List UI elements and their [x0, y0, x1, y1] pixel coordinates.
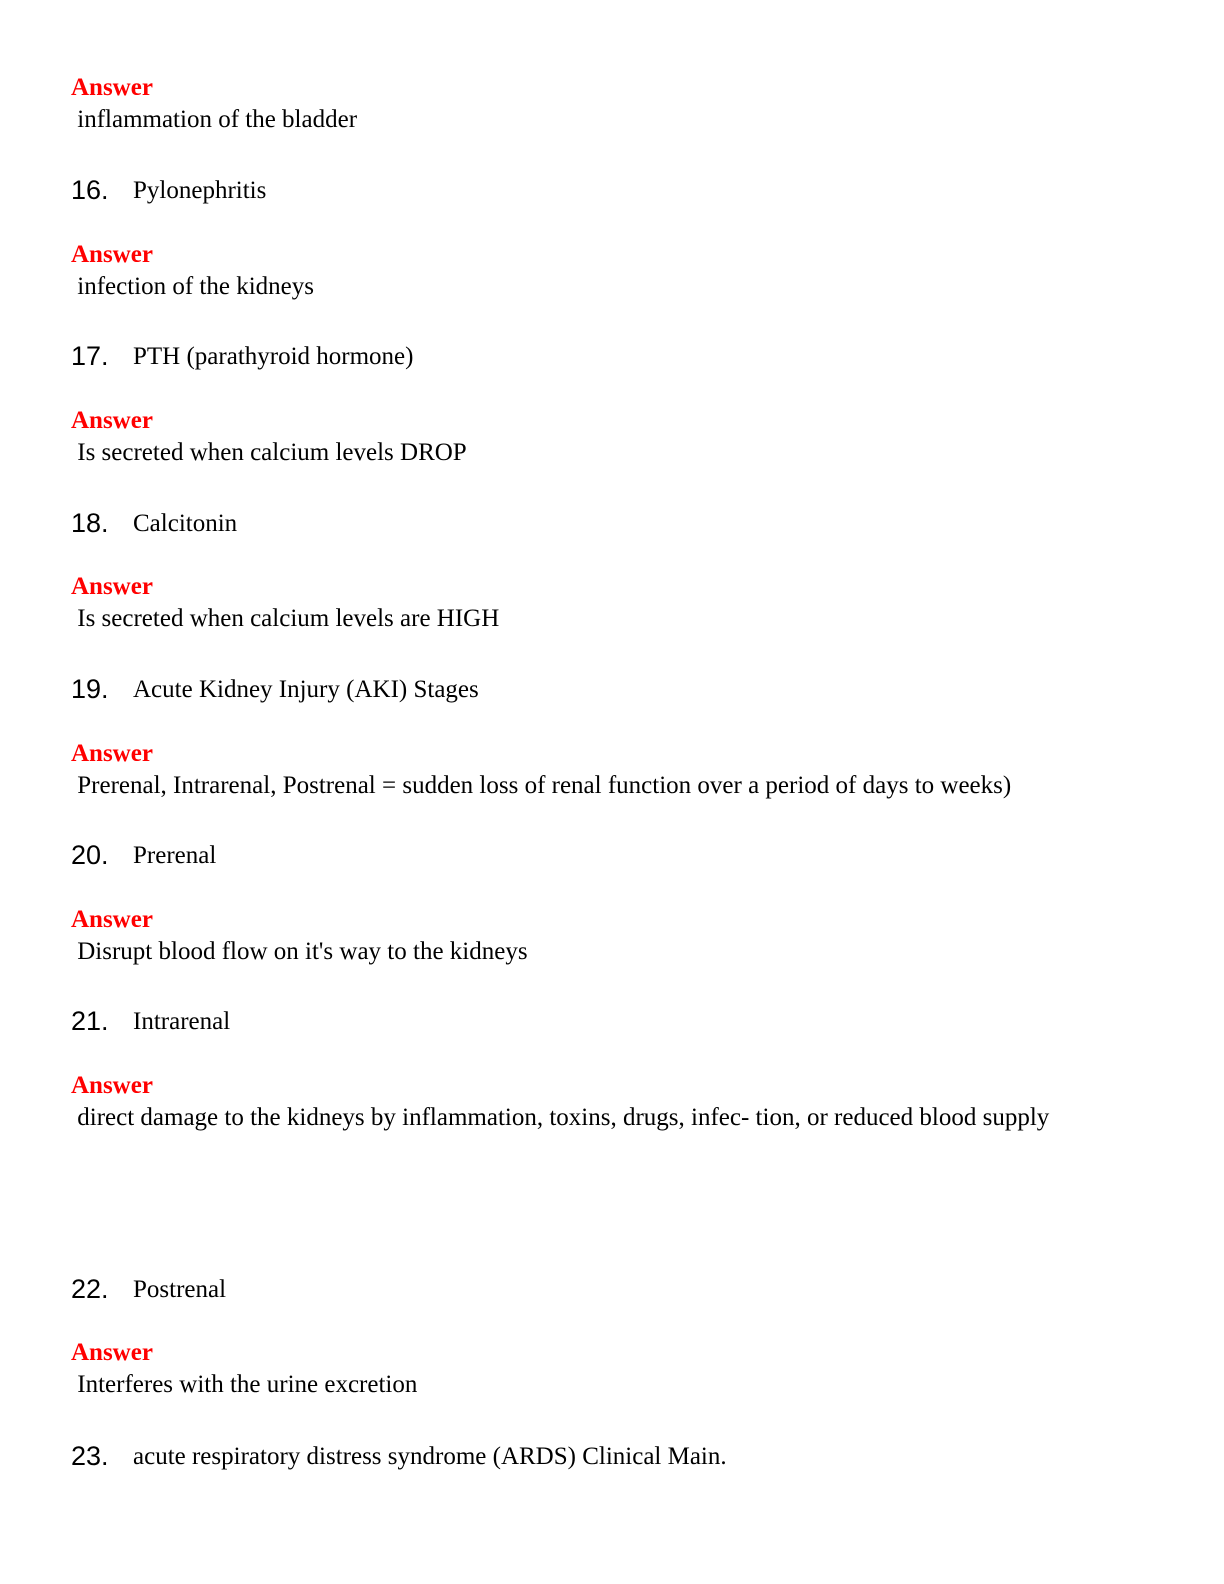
answer-text: Is secreted when calcium levels DROP — [71, 439, 467, 466]
question-number: 19. — [71, 674, 109, 704]
answer-text: Disrupt blood flow on it's way to the kidneys — [71, 938, 528, 965]
answer-label: Answer — [71, 1072, 153, 1099]
answer-text: Interferes with the urine excretion — [71, 1371, 418, 1398]
question-number: 20. — [71, 840, 109, 870]
answer-label: Answer — [71, 241, 153, 268]
question-number: 22. — [71, 1274, 109, 1304]
answer-text: Is secreted when calcium levels are HIGH — [71, 605, 500, 632]
answer-text: infection of the kidneys — [71, 273, 314, 300]
answer-label: Answer — [71, 1339, 153, 1366]
question-number: 16. — [71, 175, 109, 205]
question-text: Prerenal — [133, 842, 217, 869]
question-text: Calcitonin — [133, 510, 238, 537]
answer-text: direct damage to the kidneys by inflammation, toxins, drugs, infec- tion, or reduced blood supply — [71, 1104, 1050, 1131]
question-text: Pylonephritis — [133, 177, 267, 204]
answer-label: Answer — [71, 407, 153, 434]
question-text: Postrenal — [133, 1276, 227, 1303]
question-text: Acute Kidney Injury (AKI) Stages — [133, 676, 479, 703]
question-text: PTH (parathyroid hormone) — [133, 343, 414, 370]
question-number: 23. — [71, 1441, 109, 1471]
question-text: Intrarenal — [133, 1008, 231, 1035]
question-number: 21. — [71, 1006, 109, 1036]
answer-label: Answer — [71, 573, 153, 600]
question-text: acute respiratory distress syndrome (ARDS) Clinical Main. — [133, 1443, 727, 1470]
answer-text: Prerenal, Intrarenal, Postrenal = sudden loss of renal function over a period of days to weeks) — [71, 772, 1012, 799]
question-number: 17. — [71, 341, 109, 371]
answer-label: Answer — [71, 74, 153, 101]
answer-label: Answer — [71, 740, 153, 767]
answer-label: Answer — [71, 906, 153, 933]
question-number: 18. — [71, 508, 109, 538]
answer-text: inflammation of the bladder — [71, 106, 358, 133]
